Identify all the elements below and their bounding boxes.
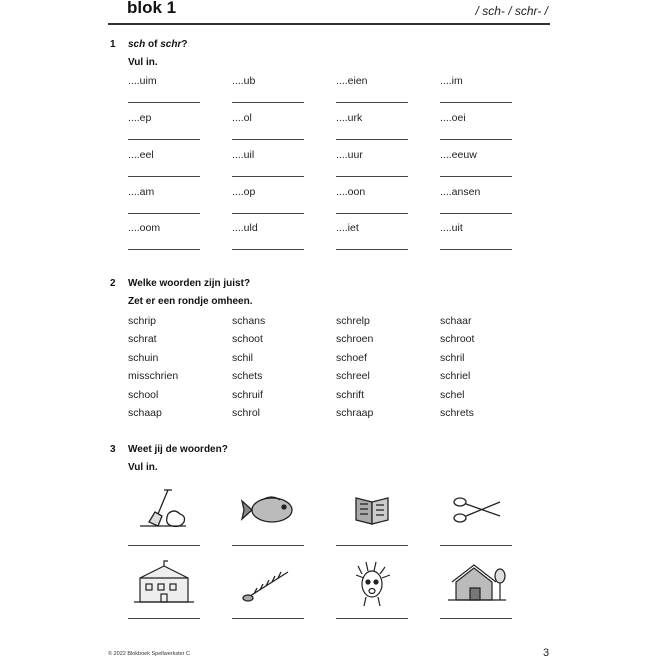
word-option[interactable]: schroot [440, 333, 475, 346]
school-building-icon [128, 560, 200, 606]
fill-in-prompt: ....uim [128, 75, 157, 87]
word-option[interactable]: schuin [128, 351, 159, 364]
word-option[interactable]: schreel [336, 370, 370, 383]
answer-line[interactable] [336, 545, 408, 546]
answer-line[interactable] [440, 545, 512, 546]
word-option[interactable]: schroen [336, 333, 374, 346]
fill-in-prompt: ....uit [440, 222, 463, 234]
word-option[interactable]: school [128, 388, 159, 401]
answer-line[interactable] [128, 545, 200, 546]
fill-in-prompt: ....ep [128, 112, 152, 124]
answer-line[interactable] [232, 618, 304, 619]
word-option[interactable]: schel [440, 388, 465, 401]
fill-in-prompt: ....oom [128, 222, 161, 234]
fill-in-prompt: ....eel [128, 149, 154, 161]
question-2-text: Welke woorden zijn juist? [128, 278, 251, 289]
answer-line[interactable] [440, 102, 512, 103]
fill-in-prompt: ....iet [336, 222, 359, 234]
question-2-instruction: Zet er een rondje omheen. [128, 296, 253, 307]
fill-in-prompt: ....am [128, 186, 155, 198]
scissors-icon [440, 486, 512, 532]
question-3-instruction: Vul in. [128, 462, 158, 473]
answer-line[interactable] [336, 213, 408, 214]
header-divider [108, 23, 550, 25]
question-3-number: 3 [110, 444, 116, 455]
answer-line[interactable] [232, 102, 304, 103]
answer-line[interactable] [440, 249, 512, 250]
word-option[interactable]: schets [232, 370, 263, 383]
answer-line[interactable] [440, 176, 512, 177]
word-option[interactable]: misschrien [128, 370, 179, 383]
word-option[interactable]: schriel [440, 370, 471, 383]
answer-line[interactable] [336, 176, 408, 177]
word-option[interactable]: schil [232, 351, 254, 364]
question-1-text: sch of schr? [128, 39, 188, 50]
word-option[interactable]: schruif [232, 388, 263, 401]
fill-in-prompt: ....uil [232, 149, 255, 161]
word-option[interactable]: schrol [232, 407, 261, 419]
word-option[interactable]: schrift [336, 388, 365, 401]
answer-line[interactable] [128, 102, 200, 103]
fill-in-prompt: ....ansen [440, 186, 481, 198]
word-option[interactable]: schans [232, 315, 266, 327]
answer-line[interactable] [232, 213, 304, 214]
fill-in-prompt: ....im [440, 75, 463, 87]
word-option[interactable]: schoot [232, 333, 263, 346]
answer-line[interactable] [128, 176, 200, 177]
book-icon [336, 486, 408, 532]
question-1-instruction: Vul in. [128, 57, 158, 68]
answer-line[interactable] [440, 618, 512, 619]
fill-in-prompt: ....uld [232, 222, 258, 234]
question-1-number: 1 [110, 39, 116, 50]
word-option[interactable]: schril [440, 351, 465, 364]
answer-line[interactable] [440, 139, 512, 140]
answer-line[interactable] [336, 102, 408, 103]
answer-line[interactable] [128, 213, 200, 214]
answer-line[interactable] [128, 618, 200, 619]
fill-in-prompt: ....urk [336, 112, 363, 124]
answer-line[interactable] [128, 139, 200, 140]
fill-in-prompt: ....oei [440, 112, 466, 124]
fill-in-prompt: ....ol [232, 112, 252, 124]
answer-line[interactable] [440, 213, 512, 214]
word-option[interactable]: schrat [128, 333, 157, 346]
question-2-number: 2 [110, 278, 116, 289]
answer-line[interactable] [232, 176, 304, 177]
word-option[interactable]: schraap [336, 407, 374, 419]
fill-in-prompt: ....ub [232, 75, 256, 87]
answer-line[interactable] [336, 139, 408, 140]
answer-line[interactable] [232, 545, 304, 546]
word-option[interactable]: schoef [336, 351, 367, 364]
answer-line[interactable] [336, 618, 408, 619]
answer-line[interactable] [128, 249, 200, 250]
word-option[interactable]: schrelp [336, 315, 370, 327]
answer-line[interactable] [232, 249, 304, 250]
copyright: © 2022 Blokboek Spellwerkster C [108, 651, 191, 657]
fill-in-prompt: ....eeuw [440, 149, 477, 161]
fish-icon [232, 486, 304, 532]
barn-icon [440, 560, 512, 606]
fill-in-prompt: ....op [232, 186, 256, 198]
fill-in-prompt: ....eien [336, 75, 368, 87]
question-3-text: Weet jij de woorden? [128, 444, 228, 455]
shovel-icon [128, 486, 200, 532]
answer-line[interactable] [232, 139, 304, 140]
fill-in-prompt: ....oon [336, 186, 366, 198]
word-option[interactable]: schrip [128, 315, 157, 327]
page-number: 3 [543, 647, 550, 659]
word-option[interactable]: schaap [128, 407, 162, 419]
answer-line[interactable] [336, 249, 408, 250]
fill-in-prompt: ....uur [336, 149, 363, 161]
page-title: blok 1 [127, 0, 177, 17]
word-option[interactable]: schrets [440, 407, 474, 419]
scared-face-icon [336, 560, 408, 606]
page-subtitle: / sch- / schr- / [475, 4, 548, 18]
word-option[interactable]: schaar [440, 315, 472, 327]
screw-icon [232, 560, 304, 606]
